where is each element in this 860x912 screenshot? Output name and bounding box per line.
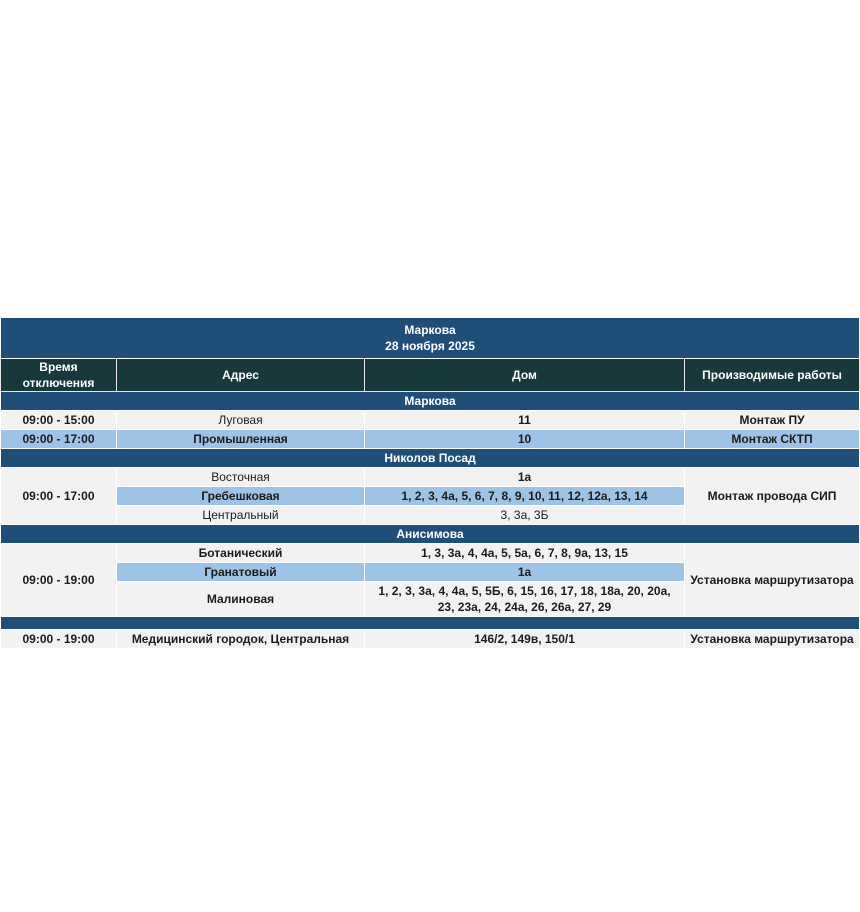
house-numbers: 11 bbox=[365, 411, 685, 430]
table-row bbox=[1, 544, 860, 563]
street-name: Гребешковая bbox=[117, 487, 365, 506]
house-numbers: 1, 2, 3, 3а, 4, 4а, 5, 5Б, 6, 15, 16, 17, 18, 18а, 20, 20а, 23, 23а, 24, 24а, 26, 26а, 27, 29 bbox=[365, 582, 685, 617]
outage-time: 09:00 - 17:00 bbox=[1, 468, 117, 525]
table-row bbox=[1, 411, 860, 430]
district-row bbox=[1, 392, 860, 411]
street-name: Луговая bbox=[117, 411, 365, 430]
table-row bbox=[1, 430, 860, 449]
work-description: Монтаж СКТП bbox=[685, 430, 860, 449]
district-name bbox=[1, 617, 860, 630]
work-description: Монтаж провода СИП bbox=[685, 468, 860, 525]
street-name: Центральный bbox=[117, 506, 365, 525]
column-header-address: Адрес bbox=[117, 359, 365, 392]
street-name: Восточная bbox=[117, 468, 365, 487]
work-description: Монтаж ПУ bbox=[685, 411, 860, 430]
house-numbers: 1а bbox=[365, 468, 685, 487]
work-description: Установка маршрутизатора bbox=[685, 544, 860, 617]
district-name: Анисимова bbox=[1, 525, 860, 544]
district-row bbox=[1, 617, 860, 630]
schedule-title-row bbox=[1, 318, 860, 359]
street-name: Ботанический bbox=[117, 544, 365, 563]
outage-time: 09:00 - 19:00 bbox=[1, 630, 117, 649]
column-header-house: Дом bbox=[365, 359, 685, 392]
outage-time: 09:00 - 15:00 bbox=[1, 411, 117, 430]
schedule-title-text: Маркова bbox=[404, 323, 456, 337]
district-name: Николов Посад bbox=[1, 449, 860, 468]
house-numbers: 146/2, 149в, 150/1 bbox=[365, 630, 685, 649]
street-name: Малиновая bbox=[117, 582, 365, 617]
work-description: Установка маршрутизатора bbox=[685, 630, 860, 649]
column-header-works: Производимые работы bbox=[685, 359, 860, 392]
table-row bbox=[1, 468, 860, 487]
column-header-row bbox=[1, 359, 860, 392]
outage-time: 09:00 - 17:00 bbox=[1, 430, 117, 449]
district-name: Маркова bbox=[1, 392, 860, 411]
column-header-time: Время отключения bbox=[1, 359, 117, 392]
house-numbers: 1, 2, 3, 4а, 5, 6, 7, 8, 9, 10, 11, 12, 12а, 13, 14 bbox=[365, 487, 685, 506]
outage-schedule-table bbox=[0, 317, 860, 649]
house-numbers: 1, 3, 3а, 4, 4а, 5, 5а, 6, 7, 8, 9а, 13, 15 bbox=[365, 544, 685, 563]
street-name: Гранатовый bbox=[117, 563, 365, 582]
street-name: Промышленная bbox=[117, 430, 365, 449]
house-numbers: 1а bbox=[365, 563, 685, 582]
schedule-date: 28 ноября 2025 bbox=[385, 339, 475, 353]
outage-time: 09:00 - 19:00 bbox=[1, 544, 117, 617]
district-row bbox=[1, 449, 860, 468]
district-row bbox=[1, 525, 860, 544]
house-numbers: 3, 3а, 3Б bbox=[365, 506, 685, 525]
table-row bbox=[1, 630, 860, 649]
street-name: Медицинский городок, Центральная bbox=[117, 630, 365, 649]
house-numbers: 10 bbox=[365, 430, 685, 449]
schedule-title bbox=[1, 318, 860, 359]
